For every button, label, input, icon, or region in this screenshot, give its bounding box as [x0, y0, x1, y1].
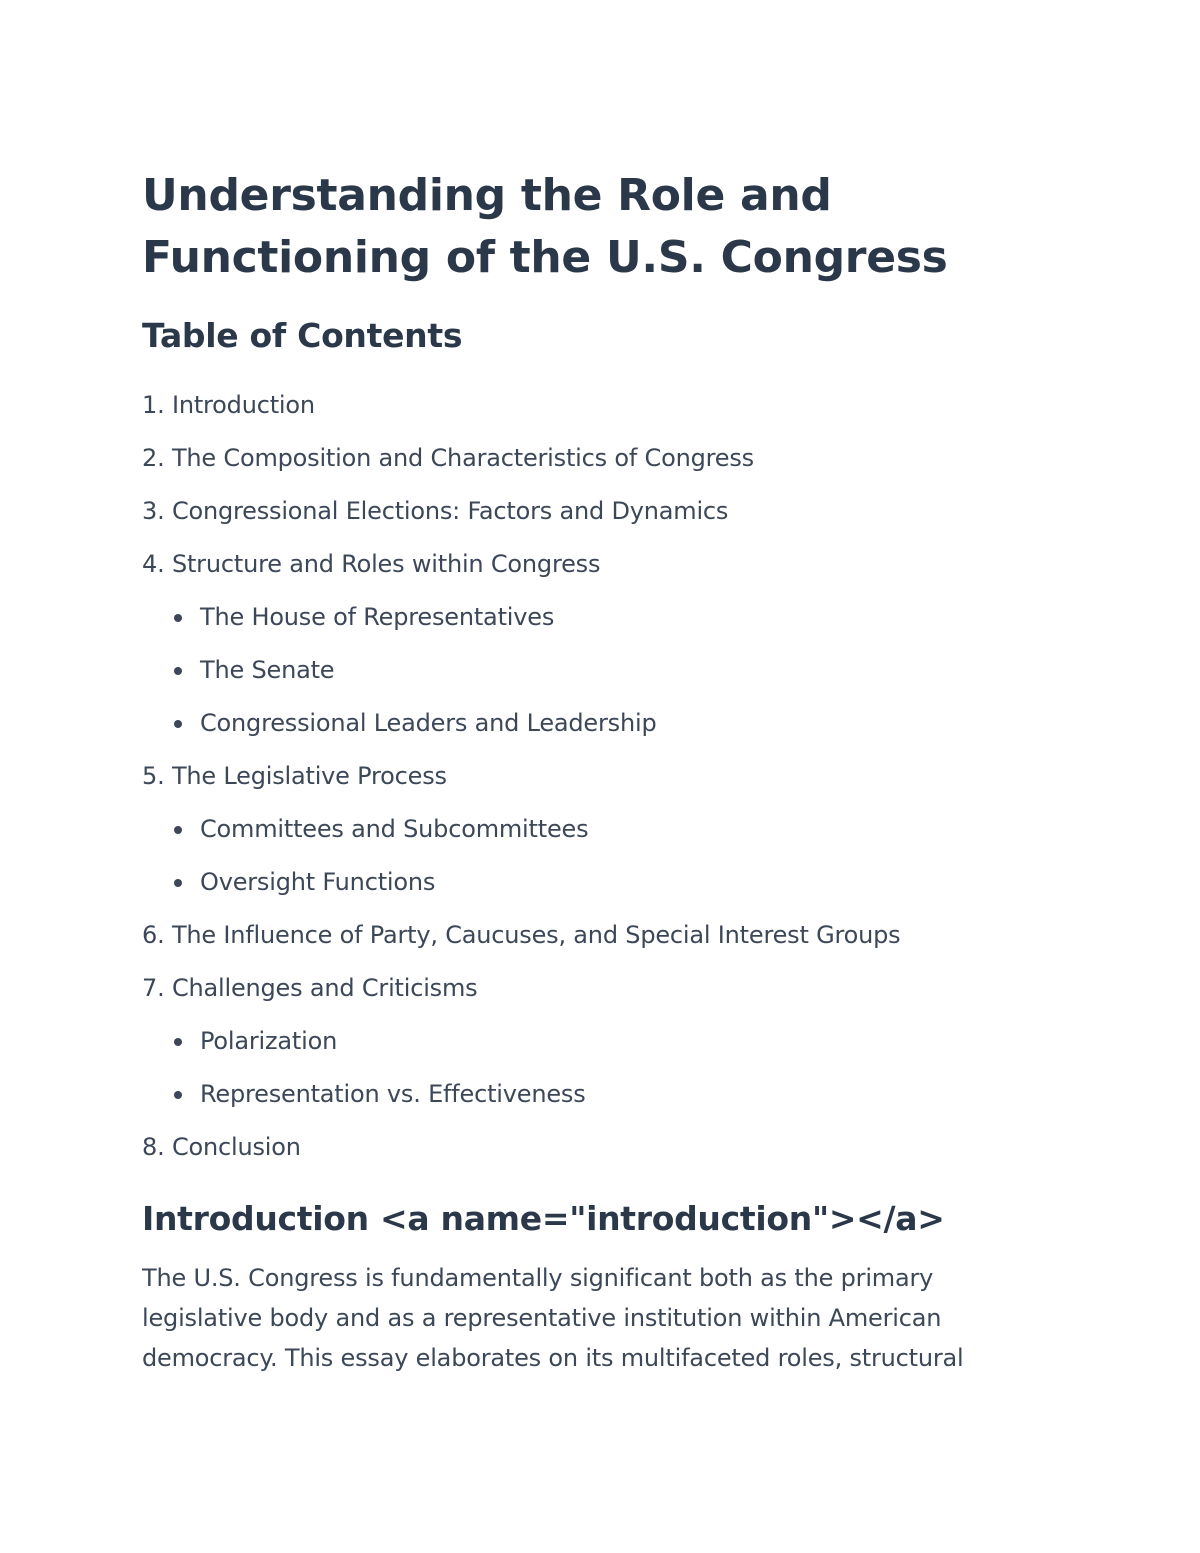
table-of-contents: [142, 379, 1022, 1174]
toc-item-legislative-process[interactable]: 5. The Legislative Process: [142, 762, 447, 790]
toc-item-composition[interactable]: 2. The Composition and Characteristics of Congress: [142, 444, 754, 472]
toc-subitem-polarization[interactable]: Polarization: [142, 1015, 1022, 1068]
toc-subgroup-structure: [142, 591, 1022, 750]
toc-subitem-committees[interactable]: Committees and Subcommittees: [142, 803, 1022, 856]
document-page: [142, 165, 1022, 1378]
bullet-icon: [174, 614, 182, 622]
toc-subitem-leadership[interactable]: Congressional Leaders and Leadership: [142, 697, 1022, 750]
toc-subitem-oversight[interactable]: Oversight Functions: [142, 856, 1022, 909]
toc-subitem-house[interactable]: The House of Representatives: [142, 591, 1022, 644]
bullet-icon: [174, 826, 182, 834]
section-heading-introduction: Introduction <a name="introduction"></a>: [142, 1199, 945, 1238]
toc-item-introduction[interactable]: 1. Introduction: [142, 391, 315, 419]
toc-subitem-representation[interactable]: Representation vs. Effectiveness: [142, 1068, 1022, 1121]
bullet-icon: [174, 879, 182, 887]
bullet-icon: [174, 667, 182, 675]
toc-item-structure[interactable]: 4. Structure and Roles within Congress: [142, 550, 601, 578]
toc-subgroup-legislative-process: [142, 803, 1022, 909]
document-title: Understanding the Role and Functioning of the U.S. Congress: [142, 170, 948, 283]
toc-item-elections[interactable]: 3. Congressional Elections: Factors and Dynamics: [142, 497, 729, 525]
toc-subgroup-challenges: [142, 1015, 1022, 1121]
bullet-icon: [174, 1038, 182, 1046]
introduction-paragraph: The U.S. Congress is fundamentally significant both as the primary legislative body and as a representative institution within American democracy. This essay elaborates on its multifaceted roles, structural: [142, 1264, 964, 1372]
toc-item-challenges[interactable]: 7. Challenges and Criticisms: [142, 974, 478, 1002]
bullet-icon: [174, 1091, 182, 1099]
bullet-icon: [174, 720, 182, 728]
toc-item-conclusion[interactable]: 8. Conclusion: [142, 1133, 301, 1161]
toc-item-influence[interactable]: 6. The Influence of Party, Caucuses, and Special Interest Groups: [142, 921, 901, 949]
toc-subitem-senate[interactable]: The Senate: [142, 644, 1022, 697]
toc-heading: Table of Contents: [142, 316, 463, 355]
